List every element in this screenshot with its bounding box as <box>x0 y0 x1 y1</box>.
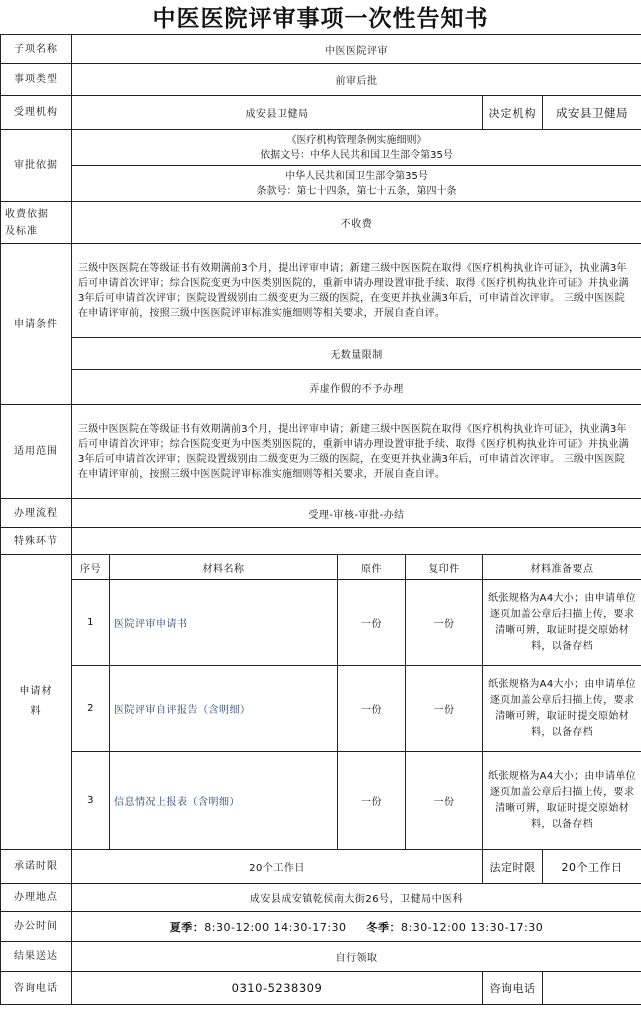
fee-label <box>1 202 72 244</box>
hours-label: 办公时间 <box>1 912 72 942</box>
agency-value: 成安县卫健局 <box>72 96 483 130</box>
row-conditions-fraud <box>1 370 641 405</box>
row-agency <box>1 96 641 130</box>
material-name: 医院评审申请书 <box>110 580 338 666</box>
row-conditions-quantity <box>1 338 641 370</box>
row-sub-item <box>1 35 641 64</box>
sub-item-label: 子项名称 <box>1 35 72 64</box>
materials-header-name: 材料名称 <box>110 555 338 580</box>
sub-item-value: 中医医院评审 <box>72 35 641 64</box>
materials-label-line2: 料 <box>30 706 42 717</box>
location-label: 办理地点 <box>1 884 72 912</box>
material-copy: 一份 <box>406 666 483 752</box>
conditions-quantity: 无数量限制 <box>72 338 641 370</box>
materials-header-copy: 复印件 <box>406 555 483 580</box>
process-value: 受理-审核-审批-办结 <box>72 499 641 528</box>
row-location <box>1 884 641 912</box>
basis-order: 中华人民共和国卫生部令第35号 <box>285 170 428 182</box>
material-requirement: 纸张规格为A4大小；由申请单位逐页加盖公章后扫描上传，要求清晰可辨，取证时提交原始材料，以备存档 <box>483 580 641 666</box>
basis-block-2 <box>72 166 641 202</box>
materials-header-req: 材料准备要点 <box>483 555 641 580</box>
conditions-label: 申请条件 <box>1 244 72 405</box>
material-name: 医院评审自评报告（含明细） <box>110 666 338 752</box>
item-type-value: 前审后批 <box>72 64 641 96</box>
materials-header-row <box>1 555 641 580</box>
row-fee <box>1 202 641 244</box>
scope-label: 适用范围 <box>1 405 72 499</box>
fee-value: 不收费 <box>72 202 641 244</box>
phone-value-2 <box>543 972 641 1005</box>
winter-label: 冬季： <box>366 920 402 934</box>
notice-table <box>0 34 641 1005</box>
row-conditions-text <box>1 244 641 338</box>
summer-hours: 8:30-12:00 14:30-17:30 <box>204 920 347 934</box>
basis-label: 审批依据 <box>1 130 72 202</box>
hours-value <box>72 912 641 942</box>
phone-label-2: 咨询电话 <box>483 972 543 1005</box>
row-phone <box>1 972 641 1005</box>
delivery-value: 自行领取 <box>72 942 641 972</box>
fee-label-line2: 及标准 <box>5 225 38 237</box>
conditions-fraud: 弄虚作假的不予办理 <box>72 370 641 405</box>
row-item-type <box>1 64 641 96</box>
row-process <box>1 499 641 528</box>
item-type-label: 事项类型 <box>1 64 72 96</box>
legal-limit-value: 20个工作日 <box>543 850 641 884</box>
winter-hours: 8:30-12:00 13:30-17:30 <box>401 920 544 934</box>
basis-doc-no: 依据文号：中华人民共和国卫生部令第35号 <box>260 149 453 161</box>
table-row <box>1 752 641 850</box>
conditions-text: 三级中医医院在等级证书有效期满前3个月，提出评审申请；新建三级中医医院在取得《医疗机构执业许可证》，执业满3年后可申请首次评审；综合医院变更为中医类别医院的，重新申请办理设置审批手续、取得《医疗机构执业许可证》并执业满3年后可申请首次评审；医院设置级别由二级变更为三级的医院，在变更并执业满3年后，可申请首次评审。 三级中医医院在申请评审前，按照三级中医医院评审标准实施细则等相关要求，开展自查自评。 <box>72 244 641 338</box>
decision-agency-value: 成安县卫健局 <box>543 96 641 130</box>
table-row <box>1 580 641 666</box>
material-original: 一份 <box>338 752 406 850</box>
legal-limit-label: 法定时限 <box>483 850 543 884</box>
material-original: 一份 <box>338 666 406 752</box>
material-copy: 一份 <box>406 752 483 850</box>
material-requirement: 纸张规格为A4大小；由申请单位逐页加盖公章后扫描上传，要求清晰可辨，取证时提交原始材料，以备存档 <box>483 666 641 752</box>
row-promise <box>1 850 641 884</box>
phone-value: 0310-5238309 <box>72 972 483 1005</box>
special-value <box>72 528 641 555</box>
location-value: 成安县成安镇乾侯南大街26号，卫健局中医科 <box>72 884 641 912</box>
materials-label <box>1 555 72 850</box>
page-title: 中医医院评审事项一次性告知书 <box>152 6 489 32</box>
materials-header-original: 原件 <box>338 555 406 580</box>
material-original: 一份 <box>338 580 406 666</box>
row-basis-1 <box>1 130 641 166</box>
row-special <box>1 528 641 555</box>
basis-articles: 条款号：第七十四条，第七十五条，第四十条 <box>256 185 457 197</box>
basis-regulation: 《医疗机构管理条例实施细则》 <box>286 134 427 146</box>
material-requirement: 纸张规格为A4大小；由申请单位逐页加盖公章后扫描上传，要求清晰可辨，取证时提交原始材料，以备存档 <box>483 752 641 850</box>
promise-value: 20个工作日 <box>72 850 483 884</box>
fee-label-line1: 收费依据 <box>5 208 49 220</box>
row-hours <box>1 912 641 942</box>
basis-block-1 <box>72 130 641 166</box>
material-no: 2 <box>72 666 110 752</box>
material-name: 信息情况上报表（含明细） <box>110 752 338 850</box>
row-scope <box>1 405 641 499</box>
process-label: 办理流程 <box>1 499 72 528</box>
row-basis-2 <box>1 166 641 202</box>
agency-label: 受理机构 <box>1 96 72 130</box>
phone-label: 咨询电话 <box>1 972 72 1005</box>
delivery-label: 结果送达 <box>1 942 72 972</box>
materials-header-no: 序号 <box>72 555 110 580</box>
special-label: 特殊环节 <box>1 528 72 555</box>
table-row <box>1 666 641 752</box>
decision-agency-label: 决定机构 <box>483 96 543 130</box>
material-copy: 一份 <box>406 580 483 666</box>
material-no: 1 <box>72 580 110 666</box>
scope-text: 三级中医医院在等级证书有效期满前3个月，提出评审申请；新建三级中医医院在取得《医疗机构执业许可证》，执业满3年后可申请首次评审；综合医院变更为中医类别医院的，重新申请办理设置审批手续、取得《医疗机构执业许可证》并执业满3年后可申请首次评审；医院设置级别由二级变更为三级的医院，在变更并执业满3年后，可申请首次评审。 三级中医医院在申请评审前，按照三级中医医院评审标准实施细则等相关要求，开展自查自评。 <box>72 405 641 499</box>
materials-label-line1: 申请材 <box>19 686 53 697</box>
material-no: 3 <box>72 752 110 850</box>
promise-label: 承诺时限 <box>1 850 72 884</box>
summer-label: 夏季： <box>169 920 205 934</box>
row-delivery <box>1 942 641 972</box>
